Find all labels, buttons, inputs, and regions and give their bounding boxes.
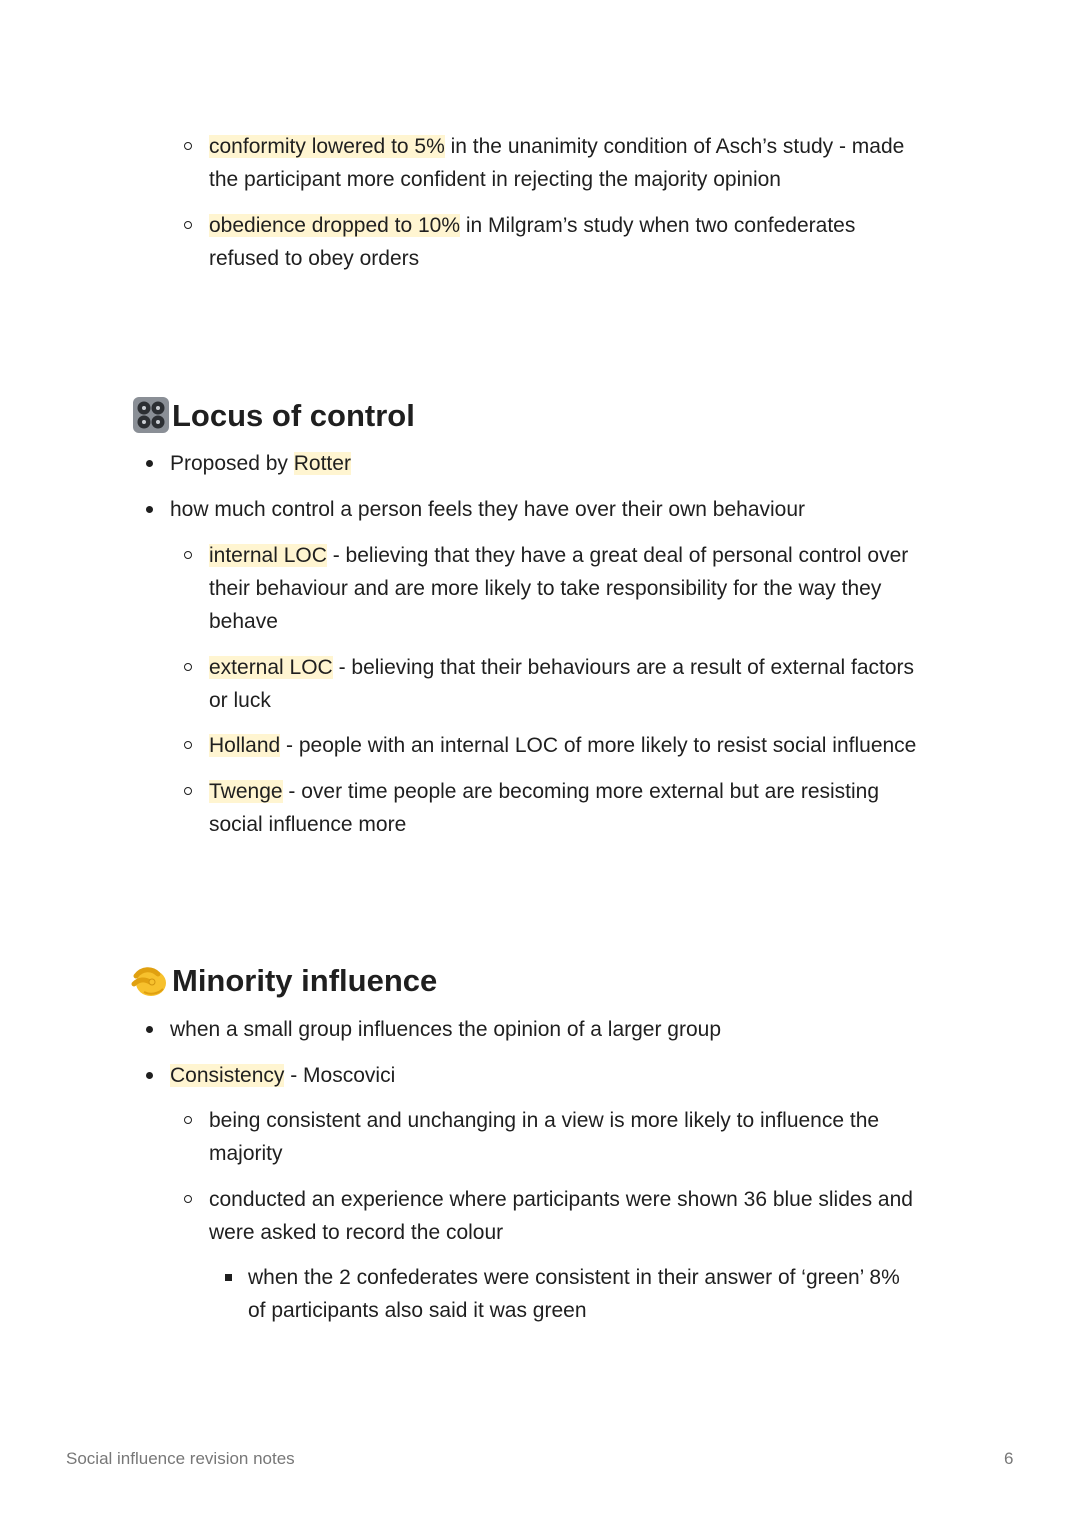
highlighted-text: internal LOC (209, 544, 327, 567)
highlighted-text: external LOC (209, 656, 333, 679)
list-item: conducted an experience where participants were shown 36 blue slides and (209, 1188, 913, 1211)
item-text-continued: of participants also said it was green (248, 1299, 587, 1322)
item-text-continued: refused to obey orders (209, 247, 420, 270)
highlighted-text: Holland (209, 734, 281, 757)
disc-bullet (146, 506, 153, 513)
list-item: when a small group influences the opinion of a larger group (170, 1018, 722, 1041)
item-text-continued: or luck (209, 689, 271, 712)
circle-bullet (184, 221, 192, 229)
item-text: in Milgram’s study when two confederates (460, 214, 856, 237)
circle-bullet (184, 741, 192, 749)
list-item (209, 775, 879, 808)
section-heading: Locus of control (172, 398, 415, 433)
list-item (209, 539, 908, 572)
item-text: - people with an internal LOC of more likely to resist social influence (280, 734, 917, 757)
item-text-continued: their behaviour and are more likely to take responsibility for the way they (209, 577, 882, 600)
item-text: - over time people are becoming more external but are resisting (282, 780, 880, 803)
circle-bullet (184, 551, 192, 559)
highlighted-text: Twenge (209, 780, 283, 803)
item-text-continued: were asked to record the colour (209, 1221, 504, 1244)
circle-bullet (184, 142, 192, 150)
circle-bullet (184, 1195, 192, 1203)
list-item (209, 209, 855, 242)
list-item (209, 130, 904, 163)
highlighted-text: Consistency (170, 1064, 285, 1087)
page-number: 6 (1004, 1449, 1014, 1468)
disc-bullet (146, 1072, 153, 1079)
section-heading: Minority influence (172, 963, 438, 998)
pinching-hand-icon (130, 962, 170, 1000)
disc-bullet (146, 460, 153, 467)
list-item: when the 2 confederates were consistent in their answer of ‘green’ 8% (248, 1266, 900, 1289)
disc-bullet (146, 1026, 153, 1033)
highlighted-text: Rotter (293, 452, 351, 475)
item-text-continued: social influence more (209, 813, 407, 836)
highlighted-text: conformity lowered to 5% (209, 135, 445, 158)
circle-bullet (184, 663, 192, 671)
item-text: - believing that their behaviours are a result of external factors (332, 656, 915, 679)
list-item (170, 1059, 395, 1092)
circle-bullet (184, 787, 192, 795)
item-text-continued: the participant more confident in rejecting the majority opinion (209, 168, 781, 191)
item-text: - believing that they have a great deal of personal control over (326, 544, 909, 567)
square-bullet (225, 1274, 232, 1281)
list-item (209, 729, 916, 762)
footer-title: Social influence revision notes (66, 1449, 295, 1468)
item-text-continued: behave (209, 610, 278, 633)
list-item (170, 447, 351, 480)
list-item: being consistent and unchanging in a view is more likely to influence the (209, 1109, 880, 1132)
highlighted-text: obedience dropped to 10% (209, 214, 461, 237)
list-item (209, 651, 914, 684)
list-item: how much control a person feels they have over their own behaviour (170, 498, 806, 521)
control-knobs-icon (132, 396, 170, 434)
item-text-continued: majority (209, 1142, 283, 1165)
item-text: - Moscovici (284, 1064, 396, 1087)
item-text: Proposed by (170, 452, 294, 475)
circle-bullet (184, 1116, 192, 1124)
item-text: in the unanimity condition of Asch’s study - made (444, 135, 905, 158)
